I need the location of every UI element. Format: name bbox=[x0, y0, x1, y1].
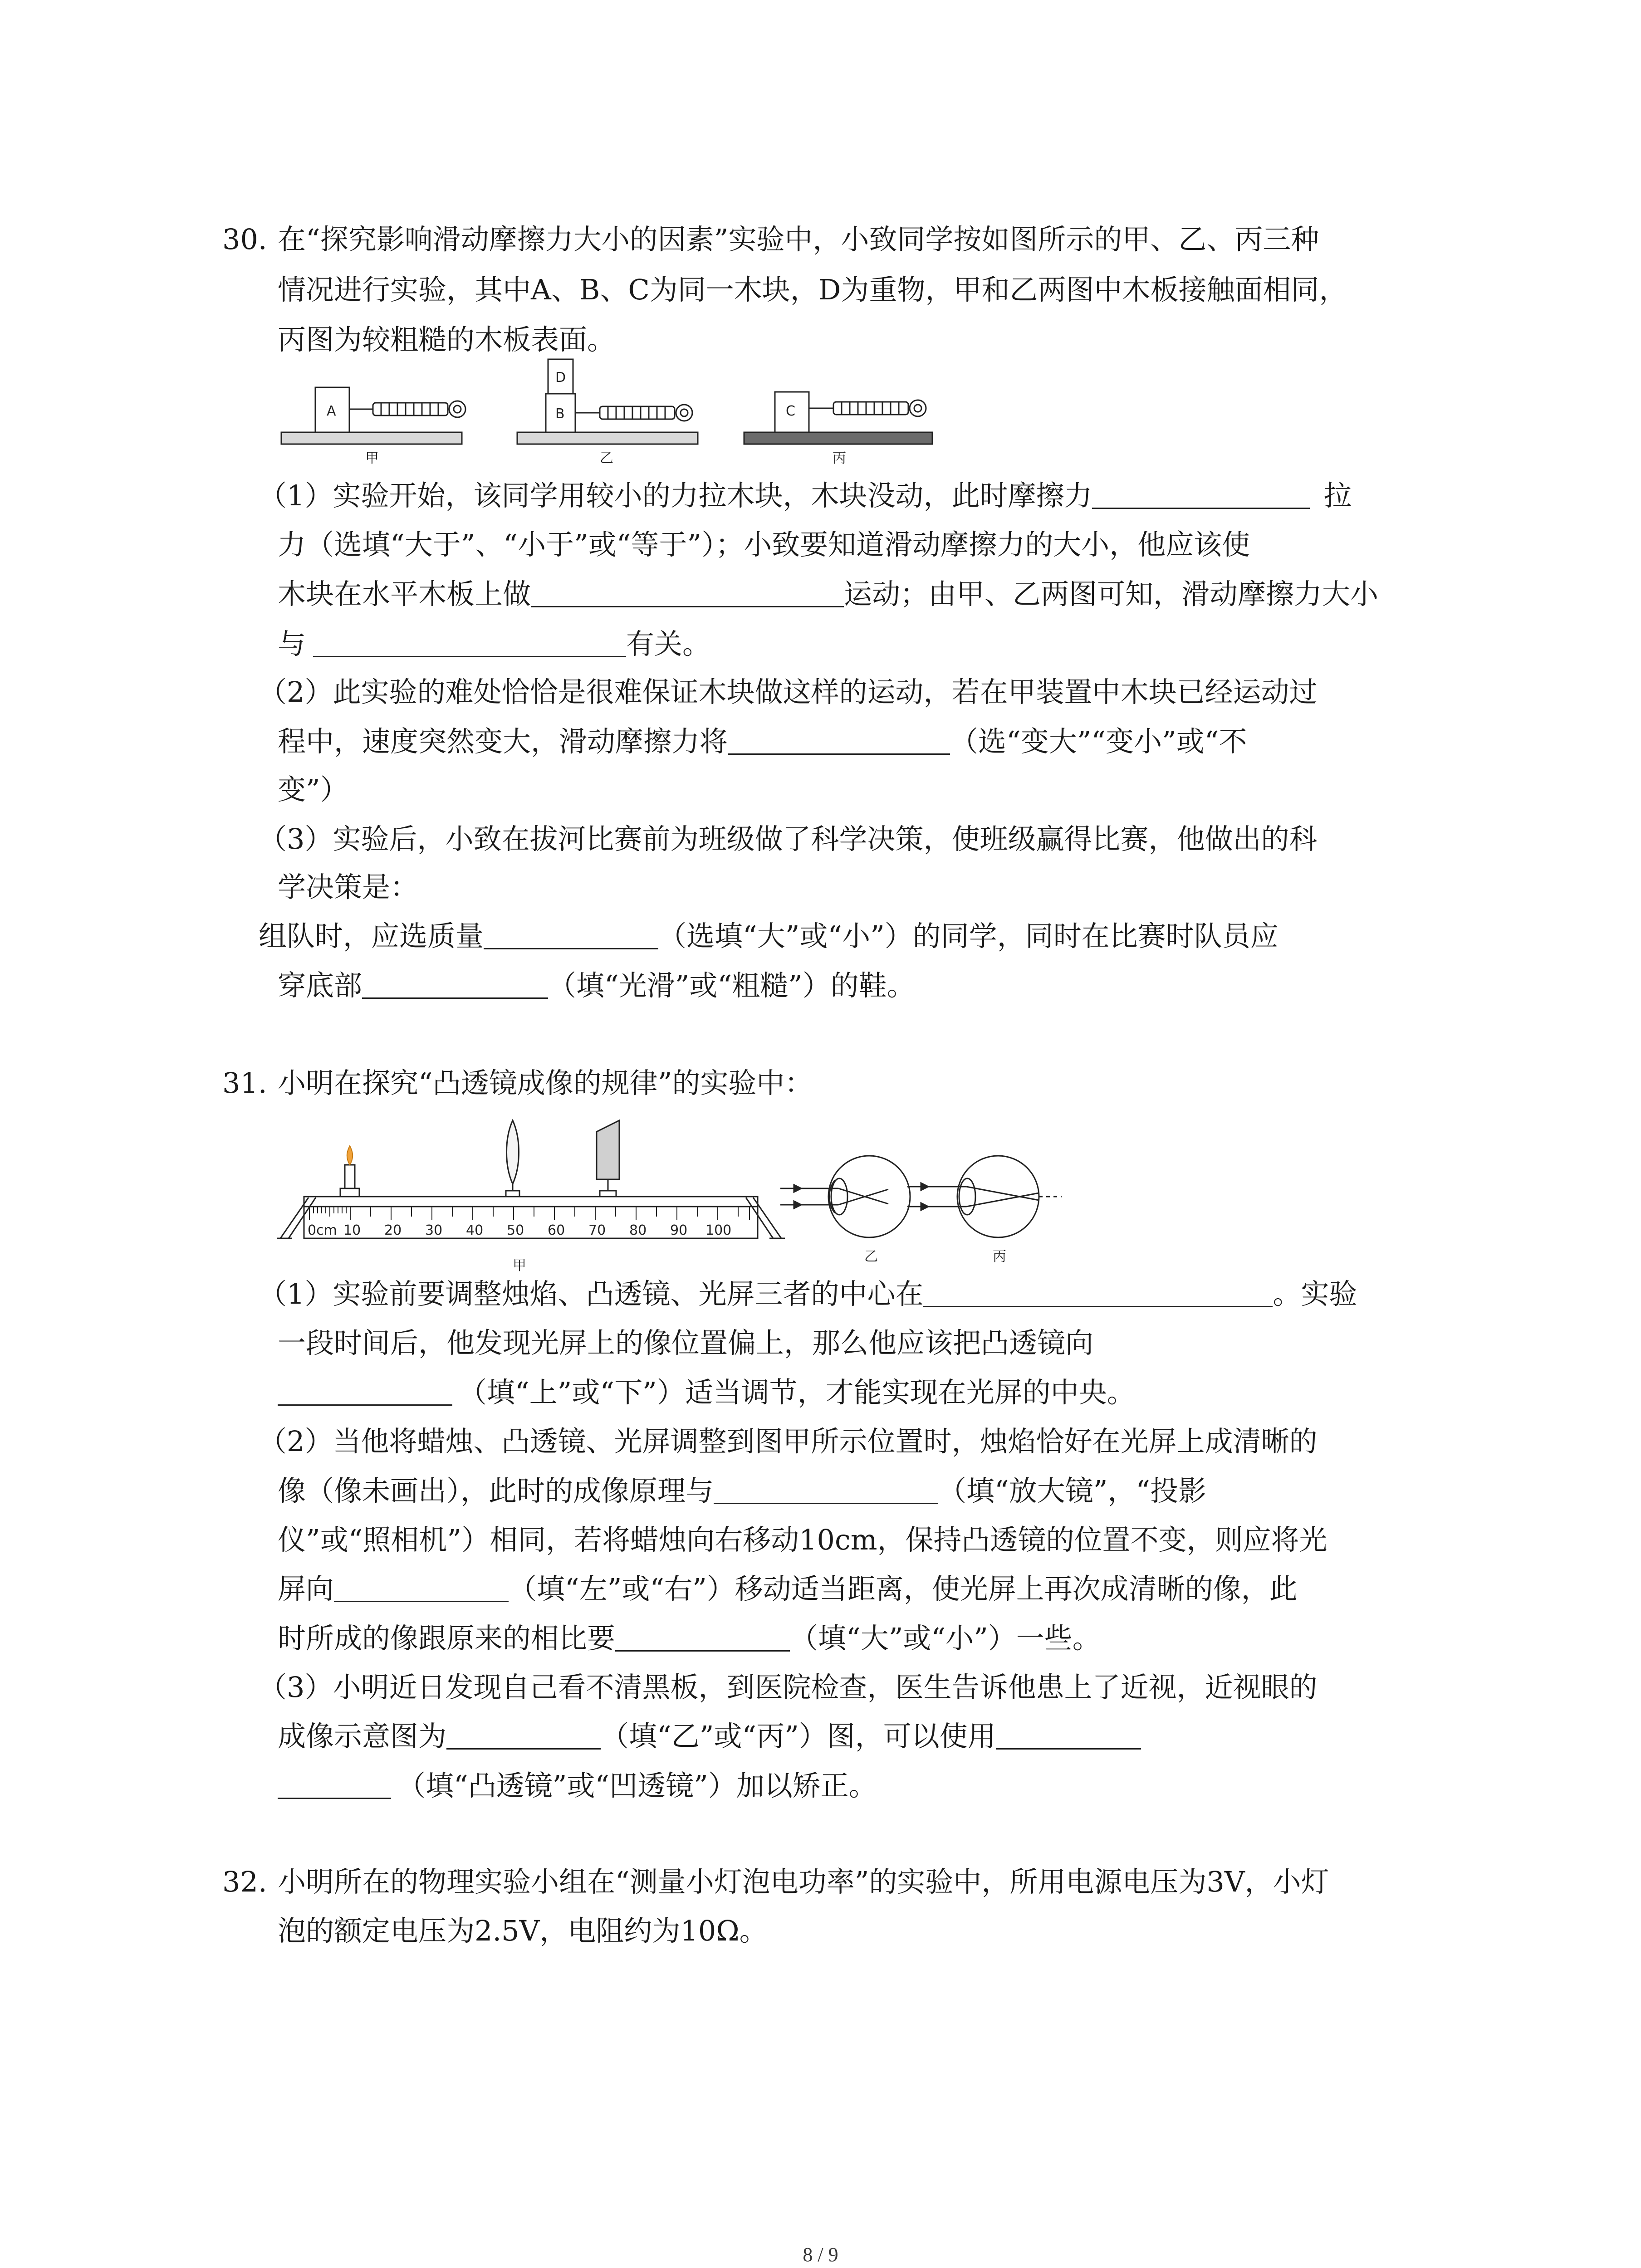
q30-part3-line-4 bbox=[278, 969, 915, 1002]
q31-part2-line4-b: （填“左”或“右”）移动适当距离，使光屏上再次成清晰的像，此 bbox=[509, 1572, 1298, 1605]
q31-part3-line2-a: 成像示意图为 bbox=[278, 1720, 447, 1753]
page-number: 8 / 9 bbox=[803, 2244, 838, 2266]
q30-stem-line-1: 在“探究影响滑动摩擦力大小的因素”实验中，小致同学按如图所示的甲、乙、丙三种 bbox=[278, 223, 1319, 256]
ruler-tick-70: 70 bbox=[588, 1222, 606, 1238]
question-31-number: 31. bbox=[222, 1066, 267, 1100]
candle-flame bbox=[347, 1146, 353, 1165]
block-d-label: D bbox=[555, 370, 566, 386]
q30-part3-line3-a: 组队时，应选质量 bbox=[259, 919, 484, 953]
q30-blank-4[interactable] bbox=[728, 749, 950, 755]
q30-stem-line-3: 丙图为较粗糙的木板表面。 bbox=[278, 323, 616, 356]
ruler-tick-20: 20 bbox=[384, 1222, 402, 1238]
label-yi-31: 乙 bbox=[864, 1249, 878, 1265]
q31-part3-line2-b: （填“乙”或“丙”）图，可以使用 bbox=[601, 1720, 996, 1753]
q30-part2-line2-a: 程中，速度突然变大，滑动摩擦力将 bbox=[278, 725, 728, 758]
q31-part2-line4-a: 屏向 bbox=[278, 1572, 334, 1605]
convex-lens bbox=[506, 1120, 519, 1197]
q30-stem-line-2: 情况进行实验，其中A、B、C为同一木块，D为重物，甲和乙两图中木板接触面相同， bbox=[278, 273, 1347, 306]
q31-part3-line-3 bbox=[278, 1769, 877, 1802]
q30-part3-line-1: （3）实验后，小致在拔河比赛前为班级做了科学决策，使班级赢得比赛，他做出的科 bbox=[259, 822, 1318, 855]
label-jia-31: 甲 bbox=[513, 1258, 526, 1274]
q31-part1-line-2: 一段时间后，他发现光屏上的像位置偏上，那么他应该把凸透镜向 bbox=[278, 1326, 1094, 1359]
q30-part2-line-2 bbox=[278, 725, 1247, 758]
q31-part2-line-4 bbox=[278, 1572, 1298, 1605]
friction-experiment-figure bbox=[272, 349, 944, 476]
q31-blank-6[interactable] bbox=[446, 1744, 601, 1750]
label-bing-31: 丙 bbox=[993, 1249, 1006, 1265]
q30-part1-line-4 bbox=[278, 627, 711, 660]
q30-part1-line3-b: 运动；由甲、乙两图可知，滑动摩擦力大小 bbox=[844, 577, 1379, 611]
ruler-tick-100: 100 bbox=[705, 1222, 732, 1238]
q30-part1-line-3 bbox=[278, 577, 1379, 611]
q30-part1-line4-a: 与 bbox=[278, 627, 306, 660]
q30-part1-line-1 bbox=[259, 479, 1352, 512]
q31-blank-7b[interactable] bbox=[278, 1793, 391, 1799]
light-screen bbox=[597, 1120, 619, 1197]
eye-bing bbox=[907, 1156, 1062, 1237]
q30-part1-line4-b: 有关。 bbox=[626, 627, 711, 660]
q30-blank-1[interactable] bbox=[1092, 503, 1310, 509]
block-b-label: B bbox=[555, 406, 565, 422]
q31-blank-2[interactable] bbox=[278, 1400, 452, 1406]
q30-blank-2[interactable] bbox=[531, 601, 844, 607]
q31-part2-line-3: 仪”或“照相机”）相同，若将蜡烛向右移动10cm，保持凸透镜的位置不变，则应将光 bbox=[278, 1523, 1327, 1556]
q31-part2-line5-b: （填“大”或“小”）一些。 bbox=[790, 1622, 1101, 1655]
ruler-tick-30: 30 bbox=[425, 1222, 443, 1238]
ruler-tick-10: 10 bbox=[343, 1222, 361, 1238]
q31-part2-line2-a: 像（像未画出），此时的成像原理与 bbox=[278, 1474, 714, 1507]
ruler-tick-40: 40 bbox=[466, 1222, 484, 1238]
q31-intro: 小明在探究“凸透镜成像的规律”的实验中： bbox=[278, 1066, 813, 1100]
q31-part1-line-1 bbox=[259, 1277, 1357, 1310]
label-jia: 甲 bbox=[365, 450, 379, 466]
q30-blank-5[interactable] bbox=[484, 943, 658, 949]
q31-part2-line-5 bbox=[278, 1622, 1101, 1655]
q31-part2-line5-a: 时所成的像跟原来的相比要 bbox=[278, 1622, 616, 1655]
q30-part1-line-2: 力（选填“大于”、“小于”或“等于”）；小致要知道滑动摩擦力的大小，他应该使 bbox=[278, 528, 1250, 561]
q31-blank-3[interactable] bbox=[714, 1498, 938, 1504]
q30-part1-line3-a: 木块在水平木板上做 bbox=[278, 577, 531, 611]
eye-yi bbox=[780, 1156, 910, 1237]
setup-bing bbox=[744, 392, 932, 444]
q30-part2-line-1: （2）此实验的难处恰恰是很难保证木块做这样的运动，若在甲装置中木块已经运动过 bbox=[259, 675, 1318, 709]
candle bbox=[340, 1165, 359, 1197]
q31-part2-line-2 bbox=[278, 1474, 1207, 1507]
q30-blank-3[interactable] bbox=[313, 651, 626, 657]
ruler-unit-label: 0cm bbox=[308, 1222, 337, 1238]
ruler-tick-50: 50 bbox=[507, 1222, 524, 1238]
q31-part2-line-1: （2）当他将蜡烛、凸透镜、光屏调整到图甲所示位置时，烛焰恰好在光屏上成清晰的 bbox=[259, 1425, 1318, 1458]
setup-yi bbox=[517, 359, 698, 444]
setup-jia bbox=[281, 387, 465, 444]
q31-part3-line-1: （3）小明近日发现自己看不清黑板，到医院检查，医生告诉他患上了近视，近视眼的 bbox=[259, 1671, 1318, 1704]
block-c-label: C bbox=[786, 403, 795, 419]
q30-part2-line2-b: （选“变大”“变小”或“不 bbox=[950, 725, 1247, 758]
q31-part1-line-3 bbox=[278, 1378, 1135, 1407]
q31-blank-4[interactable] bbox=[334, 1596, 509, 1602]
q31-blank-5[interactable] bbox=[615, 1646, 790, 1652]
ruler-tick-90: 90 bbox=[670, 1222, 688, 1238]
block-a-label: A bbox=[327, 403, 336, 419]
q31-blank-1[interactable] bbox=[923, 1301, 1273, 1307]
q30-part3-line-2: 学决策是： bbox=[278, 870, 419, 904]
q32-line-2: 泡的额定电压为2.5V，电阻约为10Ω。 bbox=[278, 1914, 768, 1947]
q30-part1-text-b: 拉 bbox=[1323, 479, 1352, 512]
q30-part3-line4-a: 穿底部 bbox=[278, 969, 362, 1002]
q31-part3-line3-b: （填“凸透镜”或“凹透镜”）加以矫正。 bbox=[397, 1769, 877, 1802]
q30-part3-line-3 bbox=[259, 919, 1279, 953]
ruler-tick-80: 80 bbox=[629, 1222, 647, 1238]
q30-part2-line-3: 变”） bbox=[278, 773, 348, 806]
q31-part1-line1-b: 。实验 bbox=[1273, 1277, 1357, 1310]
q30-blank-6[interactable] bbox=[362, 993, 548, 999]
label-bing: 丙 bbox=[833, 450, 846, 466]
question-30-number: 30. bbox=[222, 223, 267, 256]
q30-part3-line4-b: （填“光滑”或“粗糙”）的鞋。 bbox=[548, 969, 915, 1002]
q31-part1-line1-a: （1）实验前要调整烛焰、凸透镜、光屏三者的中心在 bbox=[259, 1277, 924, 1310]
ruler-tick-60: 60 bbox=[548, 1222, 565, 1238]
q30-part3-line3-b: （选填“大”或“小”）的同学，同时在比赛时队员应 bbox=[658, 919, 1279, 953]
q31-part3-line-2 bbox=[278, 1720, 1141, 1753]
q32-line-1: 小明所在的物理实验小组在“测量小灯泡电功率”的实验中，所用电源电压为3V，小灯 bbox=[278, 1865, 1329, 1898]
question-32-number: 32. bbox=[222, 1865, 267, 1898]
label-yi: 乙 bbox=[600, 450, 613, 466]
q31-blank-7a[interactable] bbox=[996, 1744, 1141, 1750]
lens-experiment-figure bbox=[272, 1111, 1089, 1284]
q31-part2-line2-b: （填“放大镜”，“投影 bbox=[938, 1474, 1207, 1507]
q30-part1-text-a: （1）实验开始，该同学用较小的力拉木块，木块没动，此时摩擦力 bbox=[259, 479, 1092, 512]
q31-part1-line3-b: （填“上”或“下”）适当调节，才能实现在光屏的中央。 bbox=[459, 1376, 1135, 1409]
